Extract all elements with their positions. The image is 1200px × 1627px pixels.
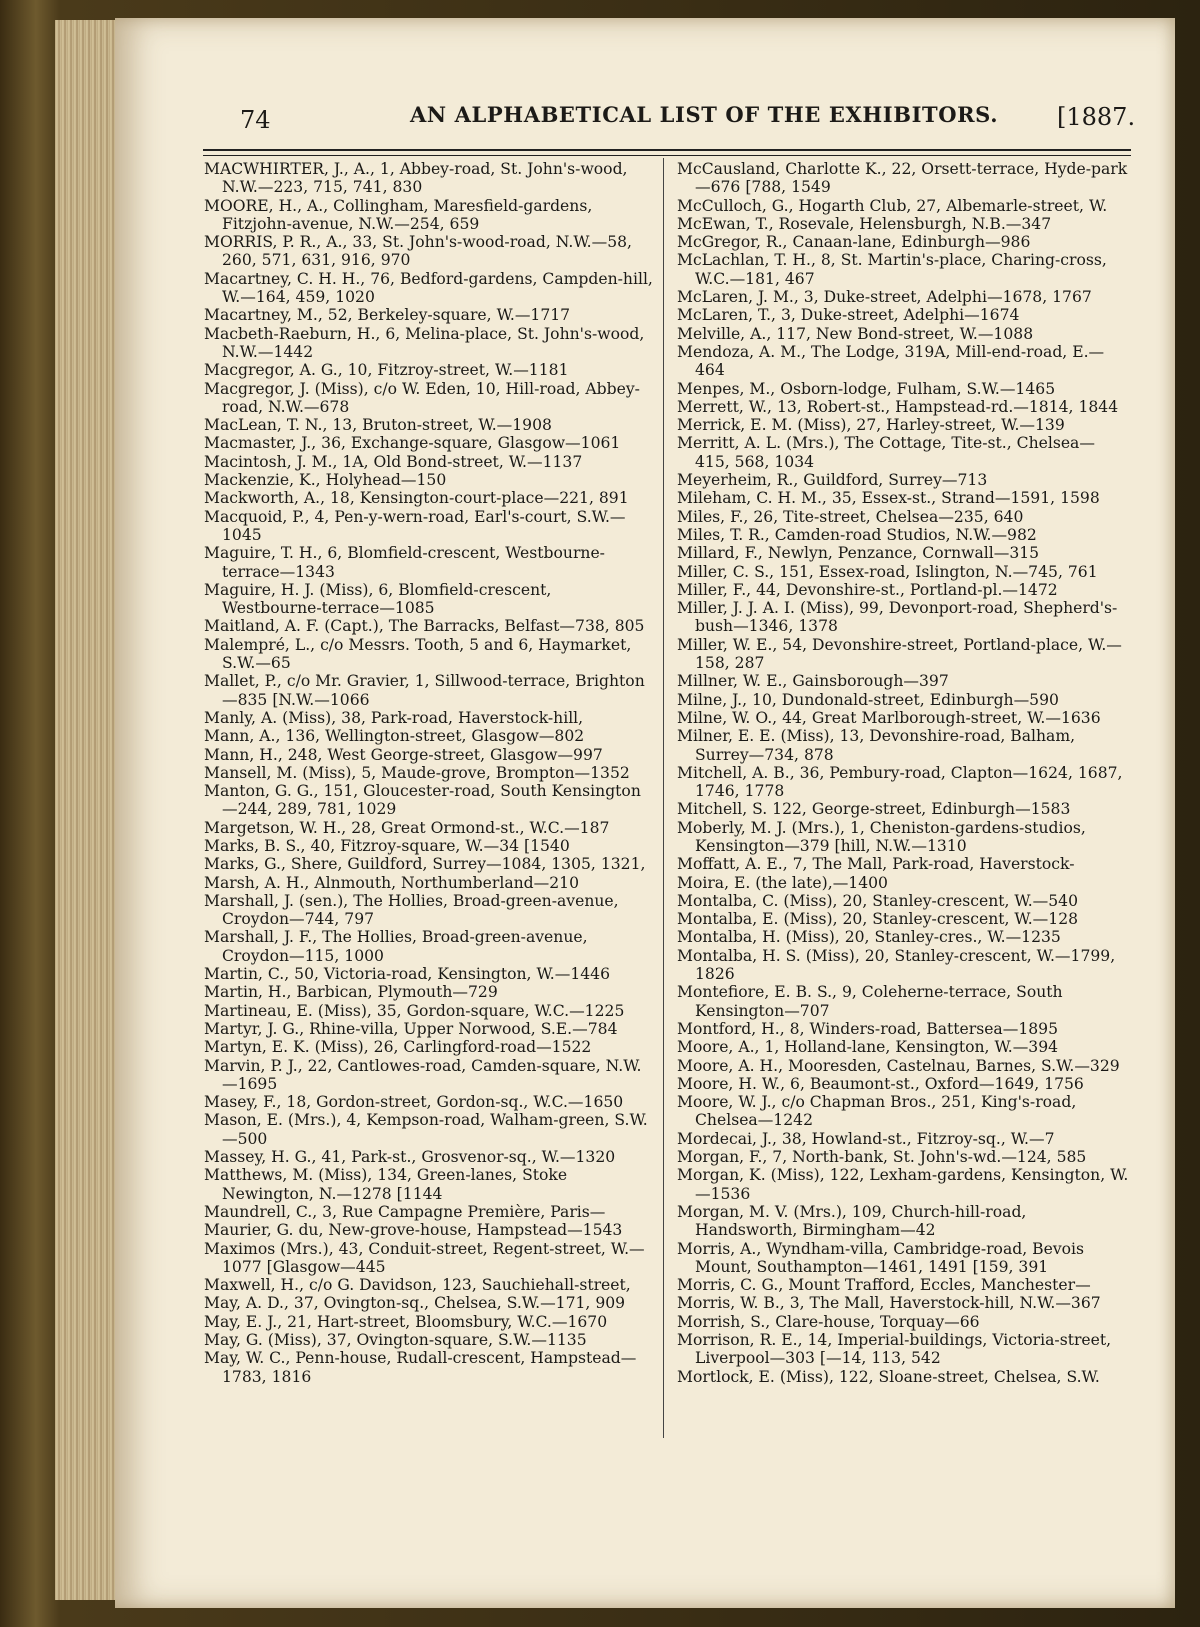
exhibitor-entry: Macquoid, P., 4, Pen-y-wern-road, Earl's-court, S.W.—1045 [204,507,626,544]
exhibitor-entry: Milne, J., 10, Dundonald-street, Edinburgh—590 [677,690,1059,709]
exhibitor-entry: Miller, C. S., 151, Essex-road, Islington, N.—745, 761 [677,562,1098,581]
exhibitor-entry: Maurier, G. du, New-grove-house, Hampstead—1543 [204,1221,623,1240]
exhibitor-entry: Marks, B. S., 40, Fitzroy-square, W.—34 [1540 [204,836,570,855]
exhibitor-entry: Maximos (Mrs.), 43, Conduit-street, Regent-street, W.—1077 [Glasgow—445 [204,1239,645,1276]
exhibitor-entry: Mackworth, A., 18, Kensington-court-place—221, 891 [204,489,629,508]
exhibitor-entry: Moore, W. J., c/o Chapman Bros., 251, King's-road, Chelsea—1242 [677,1093,1077,1130]
exhibitor-entry: Miles, F., 26, Tite-street, Chelsea—235, 640 [677,507,1024,526]
exhibitor-entry: McEwan, T., Rosevale, Helensburgh, N.B.—347 [677,214,1052,233]
left-column [204,160,654,1386]
exhibitor-entry: Maguire, H. J. (Miss), 6, Blomfield-crescent, Westbourne-terrace—1085 [204,580,552,618]
exhibitor-entry: Mansell, M. (Miss), 5, Maude-grove, Brompton—1352 [204,763,630,782]
exhibitor-entry: Merrick, E. M. (Miss), 27, Harley-street, W.—139 [677,416,1065,435]
exhibitor-entry: McCulloch, G., Hogarth Club, 27, Albemarle-street, W. [677,196,1108,215]
exhibitor-entry: McLaren, T., 3, Duke-street, Adelphi—1674 [677,306,1020,325]
exhibitor-entry: MORRIS, P. R., A., 33, St. John's-wood-road, N.W.—58, 260, 571, 631, 916, 970 [204,233,632,270]
exhibitor-entry: Martin, H., Barbican, Plymouth—729 [204,983,498,1002]
header-rule [203,149,1131,156]
exhibitor-entry: Mileham, C. H. M., 35, Essex-st., Strand—1591, 1598 [677,489,1100,508]
exhibitor-entry: Macartney, M., 52, Berkeley-square, W.—1717 [204,306,571,325]
exhibitor-entry: Macgregor, J. (Miss), c/o W. Eden, 10, Hill-road, Abbey-road, N.W.—678 [204,379,640,416]
exhibitor-entry: Montalba, C. (Miss), 20, Stanley-crescent, W.—540 [677,891,1079,910]
year-label: [1887. [1057,103,1136,131]
exhibitor-entry: Millard, F., Newlyn, Penzance, Cornwall—315 [677,544,1040,563]
right-column [677,160,1129,1386]
exhibitor-entry: Maxwell, H., c/o G. Davidson, 123, Sauchiehall-street, [204,1276,631,1295]
exhibitor-entry: Moore, A. H., Mooresden, Castelnau, Barnes, S.W.—329 [677,1056,1120,1075]
exhibitor-entry: Morris, C. G., Mount Trafford, Eccles, Manchester— [677,1276,1091,1295]
exhibitor-entry: Martyr, J. G., Rhine-villa, Upper Norwood, S.E.—784 [204,1019,618,1038]
exhibitor-entry: Martyn, E. K. (Miss), 26, Carlingford-road—1522 [204,1038,592,1057]
exhibitor-entry: Macgregor, A. G., 10, Fitzroy-street, W.—1181 [204,361,569,380]
exhibitor-entry: Milner, E. E. (Miss), 13, Devonshire-road, Balham, Surrey—734, 878 [677,727,1076,764]
exhibitor-entry: Montefiore, E. B. S., 9, Coleherne-terrace, South Kensington—707 [677,983,1063,1020]
exhibitor-entry: MacLean, T. N., 13, Bruton-street, W.—1908 [204,416,552,435]
exhibitor-entry: Macintosh, J. M., 1A, Old Bond-street, W.—1137 [204,452,583,471]
exhibitor-entry: Moberly, M. J. (Mrs.), 1, Cheniston-gardens-studios, Kensington—379 [hill, N.W.—1310 [677,818,1086,855]
page-number: 74 [240,106,271,134]
exhibitor-entry: May, G. (Miss), 37, Ovington-square, S.W.—1135 [204,1331,587,1349]
exhibitor-entry: Melville, A., 117, New Bond-street, W.—1088 [677,324,1034,343]
exhibitor-entry: Montalba, H. (Miss), 20, Stanley-cres., W.—1235 [677,928,1061,947]
exhibitor-entry: Mallet, P., c/o Mr. Gravier, 1, Sillwood-terrace, Brighton—835 [N.W.—1066 [204,672,645,709]
exhibitor-entry: May, E. J., 21, Hart-street, Bloomsbury, W.C.—1670 [204,1312,608,1331]
exhibitor-entry: McCausland, Charlotte K., 22, Orsett-terrace, Hyde-park—676 [788, 1549 [677,160,1128,197]
exhibitor-entry: Montalba, E. (Miss), 20, Stanley-crescent, W.—128 [677,910,1079,929]
exhibitor-entry: Montalba, H. S. (Miss), 20, Stanley-crescent, W.—1799, 1826 [677,946,1116,984]
exhibitor-entry: Meyerheim, R., Guildford, Surrey—713 [677,471,988,490]
exhibitor-entry: Moira, E. (the late),—1400 [677,873,888,892]
exhibitor-entry: Marshall, J. F., The Hollies, Broad-green-avenue, Croydon—115, 1000 [204,928,588,965]
exhibitor-entry: MACWHIRTER, J., A., 1, Abbey-road, St. John's-wood, N.W.—223, 715, 741, 830 [204,160,628,197]
exhibitor-entry: Moffatt, A. E., 7, The Mall, Park-road, Haverstock- [677,855,1075,874]
exhibitor-entry: Mackenzie, K., Holyhead—150 [204,471,447,490]
page-title: AN ALPHABETICAL LIST OF THE EXHIBITORS. [410,102,999,127]
exhibitor-entry: Marvin, P. J., 22, Cantlowes-road, Camden-square, N.W.—1695 [204,1056,642,1093]
exhibitor-entry: Morrish, S., Clare-house, Torquay—66 [677,1312,980,1331]
exhibitor-entry: McLaren, J. M., 3, Duke-street, Adelphi—1678, 1767 [677,288,1092,307]
exhibitor-entry: Marsh, A. H., Alnmouth, Northumberland—210 [204,873,580,892]
exhibitor-entry: Mordecai, J., 38, Howland-st., Fitzroy-sq., W.—7 [677,1129,1055,1148]
exhibitor-entry: Morgan, F., 7, North-bank, St. John's-wd.—124, 585 [677,1148,1087,1167]
exhibitor-entry: Morgan, K. (Miss), 122, Lexham-gardens, Kensington, W.—1536 [677,1166,1129,1203]
exhibitor-entry: May, W. C., Penn-house, Rudall-crescent, Hampstead—1783, 1816 [204,1349,637,1386]
exhibitor-entry: Milne, W. O., 44, Great Marlborough-street, W.—1636 [677,708,1101,727]
exhibitor-entry: May, A. D., 37, Ovington-sq., Chelsea, S.W.—171, 909 [204,1294,626,1313]
exhibitor-entry: Mason, E. (Mrs.), 4, Kempson-road, Walham-green, S.W.—500 [204,1111,648,1148]
exhibitor-entry: Mann, A., 136, Wellington-street, Glasgow—802 [204,727,585,746]
exhibitor-entry: Miller, F., 44, Devonshire-st., Portland-pl.—1472 [677,580,1058,599]
exhibitor-entry: Miller, J. J. A. I. (Miss), 99, Devonport-road, Shepherd's-bush—1346, 1378 [677,599,1118,636]
exhibitor-entry: Menpes, M., Osborn-lodge, Fulham, S.W.—1465 [677,379,1056,398]
exhibitor-entry: Maguire, T. H., 6, Blomfield-crescent, Westbourne-terrace—1343 [204,544,605,581]
exhibitor-entry: Morris, W. B., 3, The Mall, Haverstock-hill, N.W.—367 [677,1294,1101,1313]
exhibitor-entry: Macbeth-Raeburn, H., 6, Melina-place, St. John's-wood, N.W.—1442 [204,324,645,361]
exhibitor-entry: Massey, H. G., 41, Park-st., Grosvenor-sq., W.—1320 [204,1148,616,1167]
exhibitor-entry: Morrison, R. E., 14, Imperial-buildings, Victoria-street, Liverpool—303 [—14, 113, 542 [677,1331,1112,1368]
exhibitor-entry: Manly, A. (Miss), 38, Park-road, Haverstock-hill, [204,708,584,727]
exhibitor-entry: Morris, A., Wyndham-villa, Cambridge-road, Bevois Mount, Southampton—1461, 1491 [159, 391 [677,1239,1085,1276]
exhibitor-entry: Manton, G. G., 151, Gloucester-road, South Kensington—244, 289, 781, 1029 [204,782,641,819]
exhibitor-entry: Mann, H., 248, West George-street, Glasgow—997 [204,745,603,764]
exhibitor-entry: Millner, W. E., Gainsborough—397 [677,672,949,691]
exhibitor-entry: McGregor, R., Canaan-lane, Edinburgh—986 [677,233,1031,252]
exhibitor-entry: Martineau, E. (Miss), 35, Gordon-square, W.C.—1225 [204,1001,625,1020]
exhibitor-entry: Mitchell, A. B., 36, Pembury-road, Clapton—1624, 1687, 1746, 1778 [677,763,1123,801]
exhibitor-entry: Masey, F., 18, Gordon-street, Gordon-sq., W.C.—1650 [204,1093,624,1112]
exhibitor-entry: Morgan, M. V. (Mrs.), 109, Church-hill-road, Handsworth, Birmingham—42 [677,1202,1027,1240]
exhibitor-entry: Merrett, W., 13, Robert-st., Hampstead-rd.—1814, 1844 [677,397,1119,416]
exhibitor-entry: Moore, A., 1, Holland-lane, Kensington, W.—394 [677,1038,1059,1057]
exhibitor-entry: Mitchell, S. 122, George-street, Edinburgh—1583 [677,800,1071,819]
exhibitor-entry: Matthews, M. (Miss), 134, Green-lanes, Stoke Newington, N.—1278 [1144 [204,1166,568,1203]
exhibitor-entry: Malempré, L., c/o Messrs. Tooth, 5 and 6, Haymarket, S.W.—65 [204,635,632,673]
exhibitor-entry: Miles, T. R., Camden-road Studios, N.W.—982 [677,525,1037,544]
column-divider [663,158,664,1438]
exhibitor-entry: Montford, H., 8, Winders-road, Battersea—1895 [677,1019,1059,1038]
exhibitor-entry: Margetson, W. H., 28, Great Ormond-st., W.C.—187 [204,818,610,837]
exhibitor-entry: Martin, C., 50, Victoria-road, Kensington, W.—1446 [204,965,610,984]
exhibitor-entry: Mendoza, A. M., The Lodge, 319A, Mill-end-road, E.—464 [677,342,1105,380]
exhibitor-entry: Marshall, J. (sen.), The Hollies, Broad-green-avenue, Croydon—744, 797 [204,891,619,929]
exhibitor-entry: Maitland, A. F. (Capt.), The Barracks, Belfast—738, 805 [204,617,645,636]
exhibitor-entry: Macmaster, J., 36, Exchange-square, Glasgow—1061 [204,434,621,453]
exhibitor-entry: McLachlan, T. H., 8, St. Martin's-place, Charing-cross, W.C.—181, 467 [677,251,1107,288]
exhibitor-entry: Mortlock, E. (Miss), 122, Sloane-street, Chelsea, S.W. [677,1367,1100,1386]
exhibitor-entry: Moore, H. W., 6, Beaumont-st., Oxford—1649, 1756 [677,1074,1084,1093]
exhibitor-entry: Miller, W. E., 54, Devonshire-street, Portland-place, W.—158, 287 [677,635,1122,673]
exhibitor-entry: Macartney, C. H. H., 76, Bedford-gardens, Campden-hill, W.—164, 459, 1020 [204,269,653,307]
exhibitor-entry: MOORE, H., A., Collingham, Maresfield-gardens, Fitzjohn-avenue, N.W.—254, 659 [204,196,593,233]
exhibitor-entry: Maundrell, C., 3, Rue Campagne Première, Paris— [204,1202,606,1221]
running-header [120,100,1180,140]
exhibitor-entry: Marks, G., Shere, Guildford, Surrey—1084, 1305, 1321, [204,855,646,874]
exhibitor-entry: Merritt, A. L. (Mrs.), The Cottage, Tite-st., Chelsea—415, 568, 1034 [677,434,1095,471]
